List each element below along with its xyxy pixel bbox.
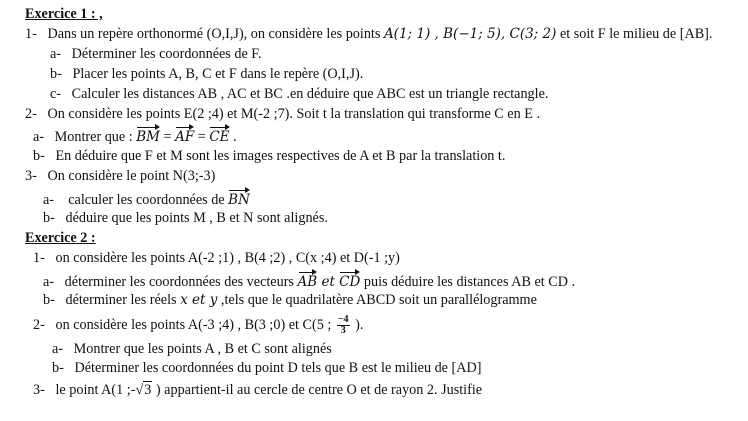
ex1-q2-text: On considère les points E(2 ;4) et M(-2 ;7). Soit t la translation qui transforme C en E . <box>47 106 540 122</box>
ex1-q2a-text: Montrer que : <box>54 129 137 145</box>
item-letter: a- <box>33 129 45 145</box>
equals-sign: = <box>194 129 210 145</box>
ex1-q1 <box>25 25 712 43</box>
item-letter: b- <box>43 210 55 226</box>
ex1-q3b-text: déduire que les points M , B et N sont alignés. <box>65 210 328 226</box>
vector-af: AF <box>175 126 194 146</box>
ex2-q3-text-b: ) appartient-il au cercle de centre O et de rayon 2. Justifie <box>152 382 483 398</box>
ex1-q2a <box>33 126 237 146</box>
exercise-2-title: Exercice 2 : <box>25 230 96 246</box>
ex1-q1-text-a: Dans un repère orthonormé (O,I,J), on considère les points <box>47 26 384 42</box>
item-number: 1- <box>33 250 45 266</box>
sqrt-radicand: 3 <box>144 382 152 398</box>
ex1-q1c <box>50 85 548 103</box>
ex1-q3b <box>43 209 328 227</box>
vector-bn: BN <box>228 189 250 209</box>
ex2-q2-text-b: ). <box>351 316 364 333</box>
ex2-q1a-text-b: puis déduire les distances AB et CD . <box>360 274 576 290</box>
vector-cd: CD <box>339 271 360 291</box>
item-letter: c- <box>50 86 62 102</box>
vector-bm: BM <box>136 126 160 146</box>
fraction <box>337 315 350 336</box>
ex2-q1a <box>43 271 575 291</box>
item-letter: b- <box>33 148 45 164</box>
ex2-q2-text-a: on considère les points A(-3 ;4) , B(3 ;0) et C(5 ; <box>55 316 335 333</box>
point-a: A(1; 1) , <box>383 26 444 42</box>
variables-x-y: x et y <box>180 292 218 308</box>
fraction-denominator: 3 <box>340 325 346 336</box>
ex2-q3-text-a: le point A(1 ;- <box>55 382 136 398</box>
ex1-q1b-text: Placer les points A, B, C et F dans le repère (O,I,J). <box>72 66 364 82</box>
equals-sign: = <box>159 129 176 145</box>
ex2-q1b-text-a: déterminer les réels <box>65 292 181 308</box>
ex2-q2a <box>52 340 332 358</box>
fraction-numerator: −4 <box>337 314 349 325</box>
ex2-q1b <box>43 291 537 309</box>
item-letter: b- <box>43 292 55 308</box>
item-letter: a- <box>52 341 64 357</box>
ex1-q1c-text: Calculer les distances AB , AC et BC .en déduire que ABC est un triangle rectangle. <box>71 86 549 102</box>
ex1-q1a <box>50 45 262 63</box>
vector-ab: AB <box>298 271 318 291</box>
item-letter: a- <box>43 192 55 208</box>
ex1-q3-text: On considère le point N(3;-3) <box>47 168 216 184</box>
ex1-q3a-text: calculer les coordonnées de <box>68 192 229 208</box>
period: . <box>229 129 237 145</box>
ex1-q1b <box>50 65 363 83</box>
item-letter: a- <box>43 274 55 290</box>
point-c: C(3; 2) <box>509 26 557 42</box>
item-number: 1- <box>25 26 37 42</box>
ex2-q1-text: on considère les points A(-2 ;1) , B(4 ;2) , C(x ;4) et D(-1 ;y) <box>55 250 400 266</box>
ex1-q2b <box>33 147 505 165</box>
square-root <box>135 381 152 399</box>
item-letter: b- <box>52 360 64 376</box>
vector-ce: CE <box>209 126 229 146</box>
ex1-q2b-text: En déduire que F et M sont les images respectives de A et B par la translation t. <box>55 148 506 164</box>
ex1-q3 <box>25 167 215 185</box>
item-number: 3- <box>25 168 37 184</box>
ex2-q2 <box>33 315 363 336</box>
sqrt-symbol: √ <box>135 382 144 398</box>
item-number: 2- <box>33 316 45 333</box>
ex1-q1a-text: Déterminer les coordonnées de F. <box>71 46 262 62</box>
ex2-q1 <box>33 249 400 267</box>
ex2-q3 <box>33 381 482 399</box>
ex2-q2b <box>52 359 481 377</box>
exercise-1-title: Exercice 1 : , <box>25 6 103 22</box>
ex2-q1a-text-a: déterminer les coordonnées des vecteurs <box>64 274 298 290</box>
ex2-q1b-text-b: ,tels que le quadrilatère ABCD soit un parallélogramme <box>217 292 537 308</box>
ex2-q2a-text: Montrer que les points A , B et C sont alignés <box>73 341 332 357</box>
item-letter: a- <box>50 46 62 62</box>
item-letter: b- <box>50 66 62 82</box>
item-number: 2- <box>25 106 37 122</box>
ex1-q3a <box>43 189 250 209</box>
conjunction-et: et <box>317 274 340 290</box>
ex1-q2 <box>25 105 540 123</box>
ex1-q1-text-b: et soit F le milieu de [AB]. <box>556 26 713 42</box>
point-b: B(−1; 5), <box>443 26 510 42</box>
ex2-q2b-text: Déterminer les coordonnées du point D tels que B est le milieu de [AD] <box>74 360 482 376</box>
item-number: 3- <box>33 382 45 398</box>
